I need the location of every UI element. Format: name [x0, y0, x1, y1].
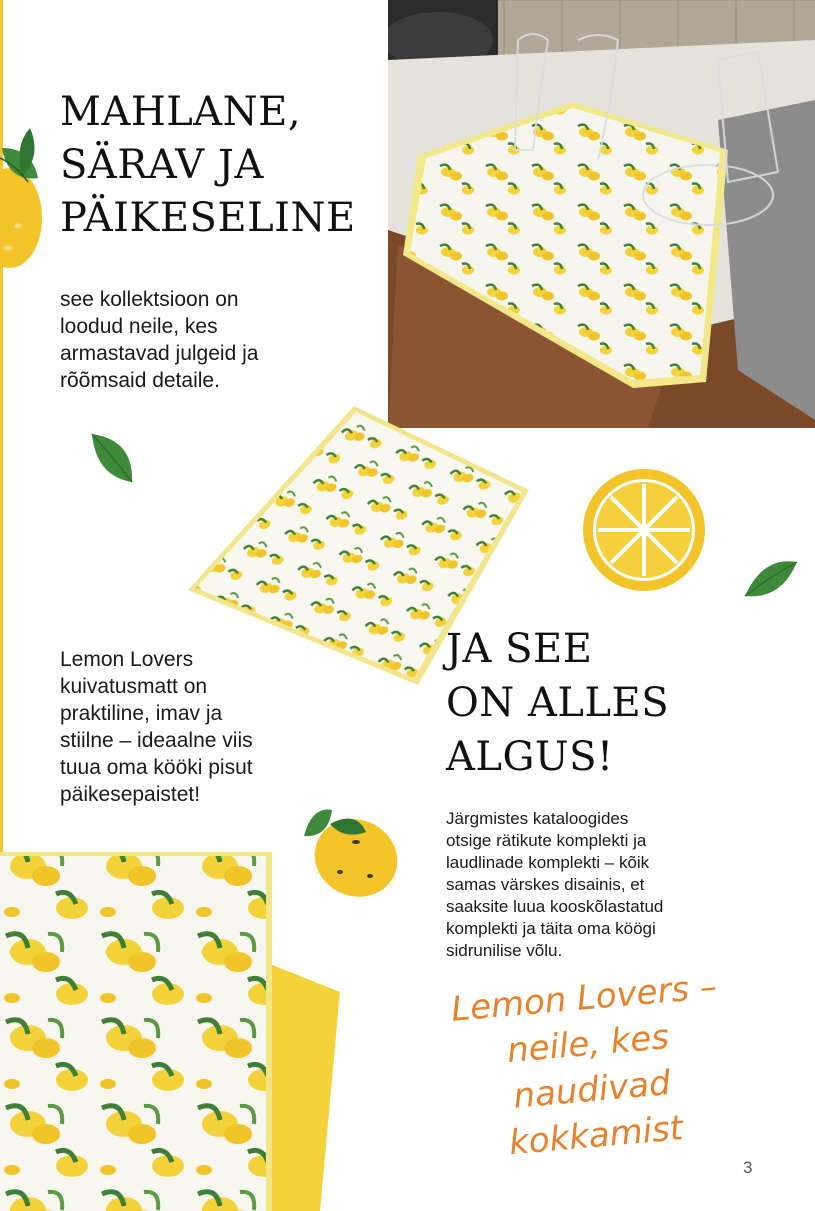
kitchen-photo-illustration — [388, 0, 815, 428]
lemon-towel-product-image — [0, 842, 345, 1211]
floating-leaf-icon — [88, 430, 138, 485]
lemon-leaf-decoration-icon — [0, 118, 60, 278]
headline-top-line-2: SÄRAV JA — [60, 142, 264, 188]
intro-text: see kollektsioon on loodud neile, kes armastavad julgeid ja rõõmsaid detaile. — [60, 288, 259, 392]
headline-bottom-line-1: JA SEE — [446, 626, 593, 672]
script-quote: Lemon Lovers – neile, kes naudivad kokkamist — [449, 966, 719, 1164]
headline-top — [60, 86, 356, 245]
floating-leaf-right-icon — [743, 558, 799, 600]
lemon-slice-icon — [580, 468, 708, 593]
headline-top-line-1: MAHLANE, — [60, 89, 302, 135]
next-catalog-text: Järgmistes kataloogides otsige rätikute komplekti ja laudlinade komplekti – kõik samas värskes disainis, et saaksite luua kooskõlastatud komplekti ja täita oma köögi sidrunilise võlu. — [446, 809, 664, 960]
kitchen-photo — [388, 0, 815, 428]
headline-bottom-line-3: ALGUS! — [446, 734, 614, 780]
headline-top-line-3: PÄIKESELINE — [60, 195, 356, 241]
page-number: 3 — [743, 1158, 753, 1177]
headline-bottom — [446, 622, 669, 784]
headline-bottom-line-2: ON ALLES — [446, 680, 670, 726]
mat-description: Lemon Lovers kuivatusmatt on praktiline, imav ja stiilne – ideaalne viis tuua oma kööki pisut päikesepaistet! — [60, 648, 253, 806]
